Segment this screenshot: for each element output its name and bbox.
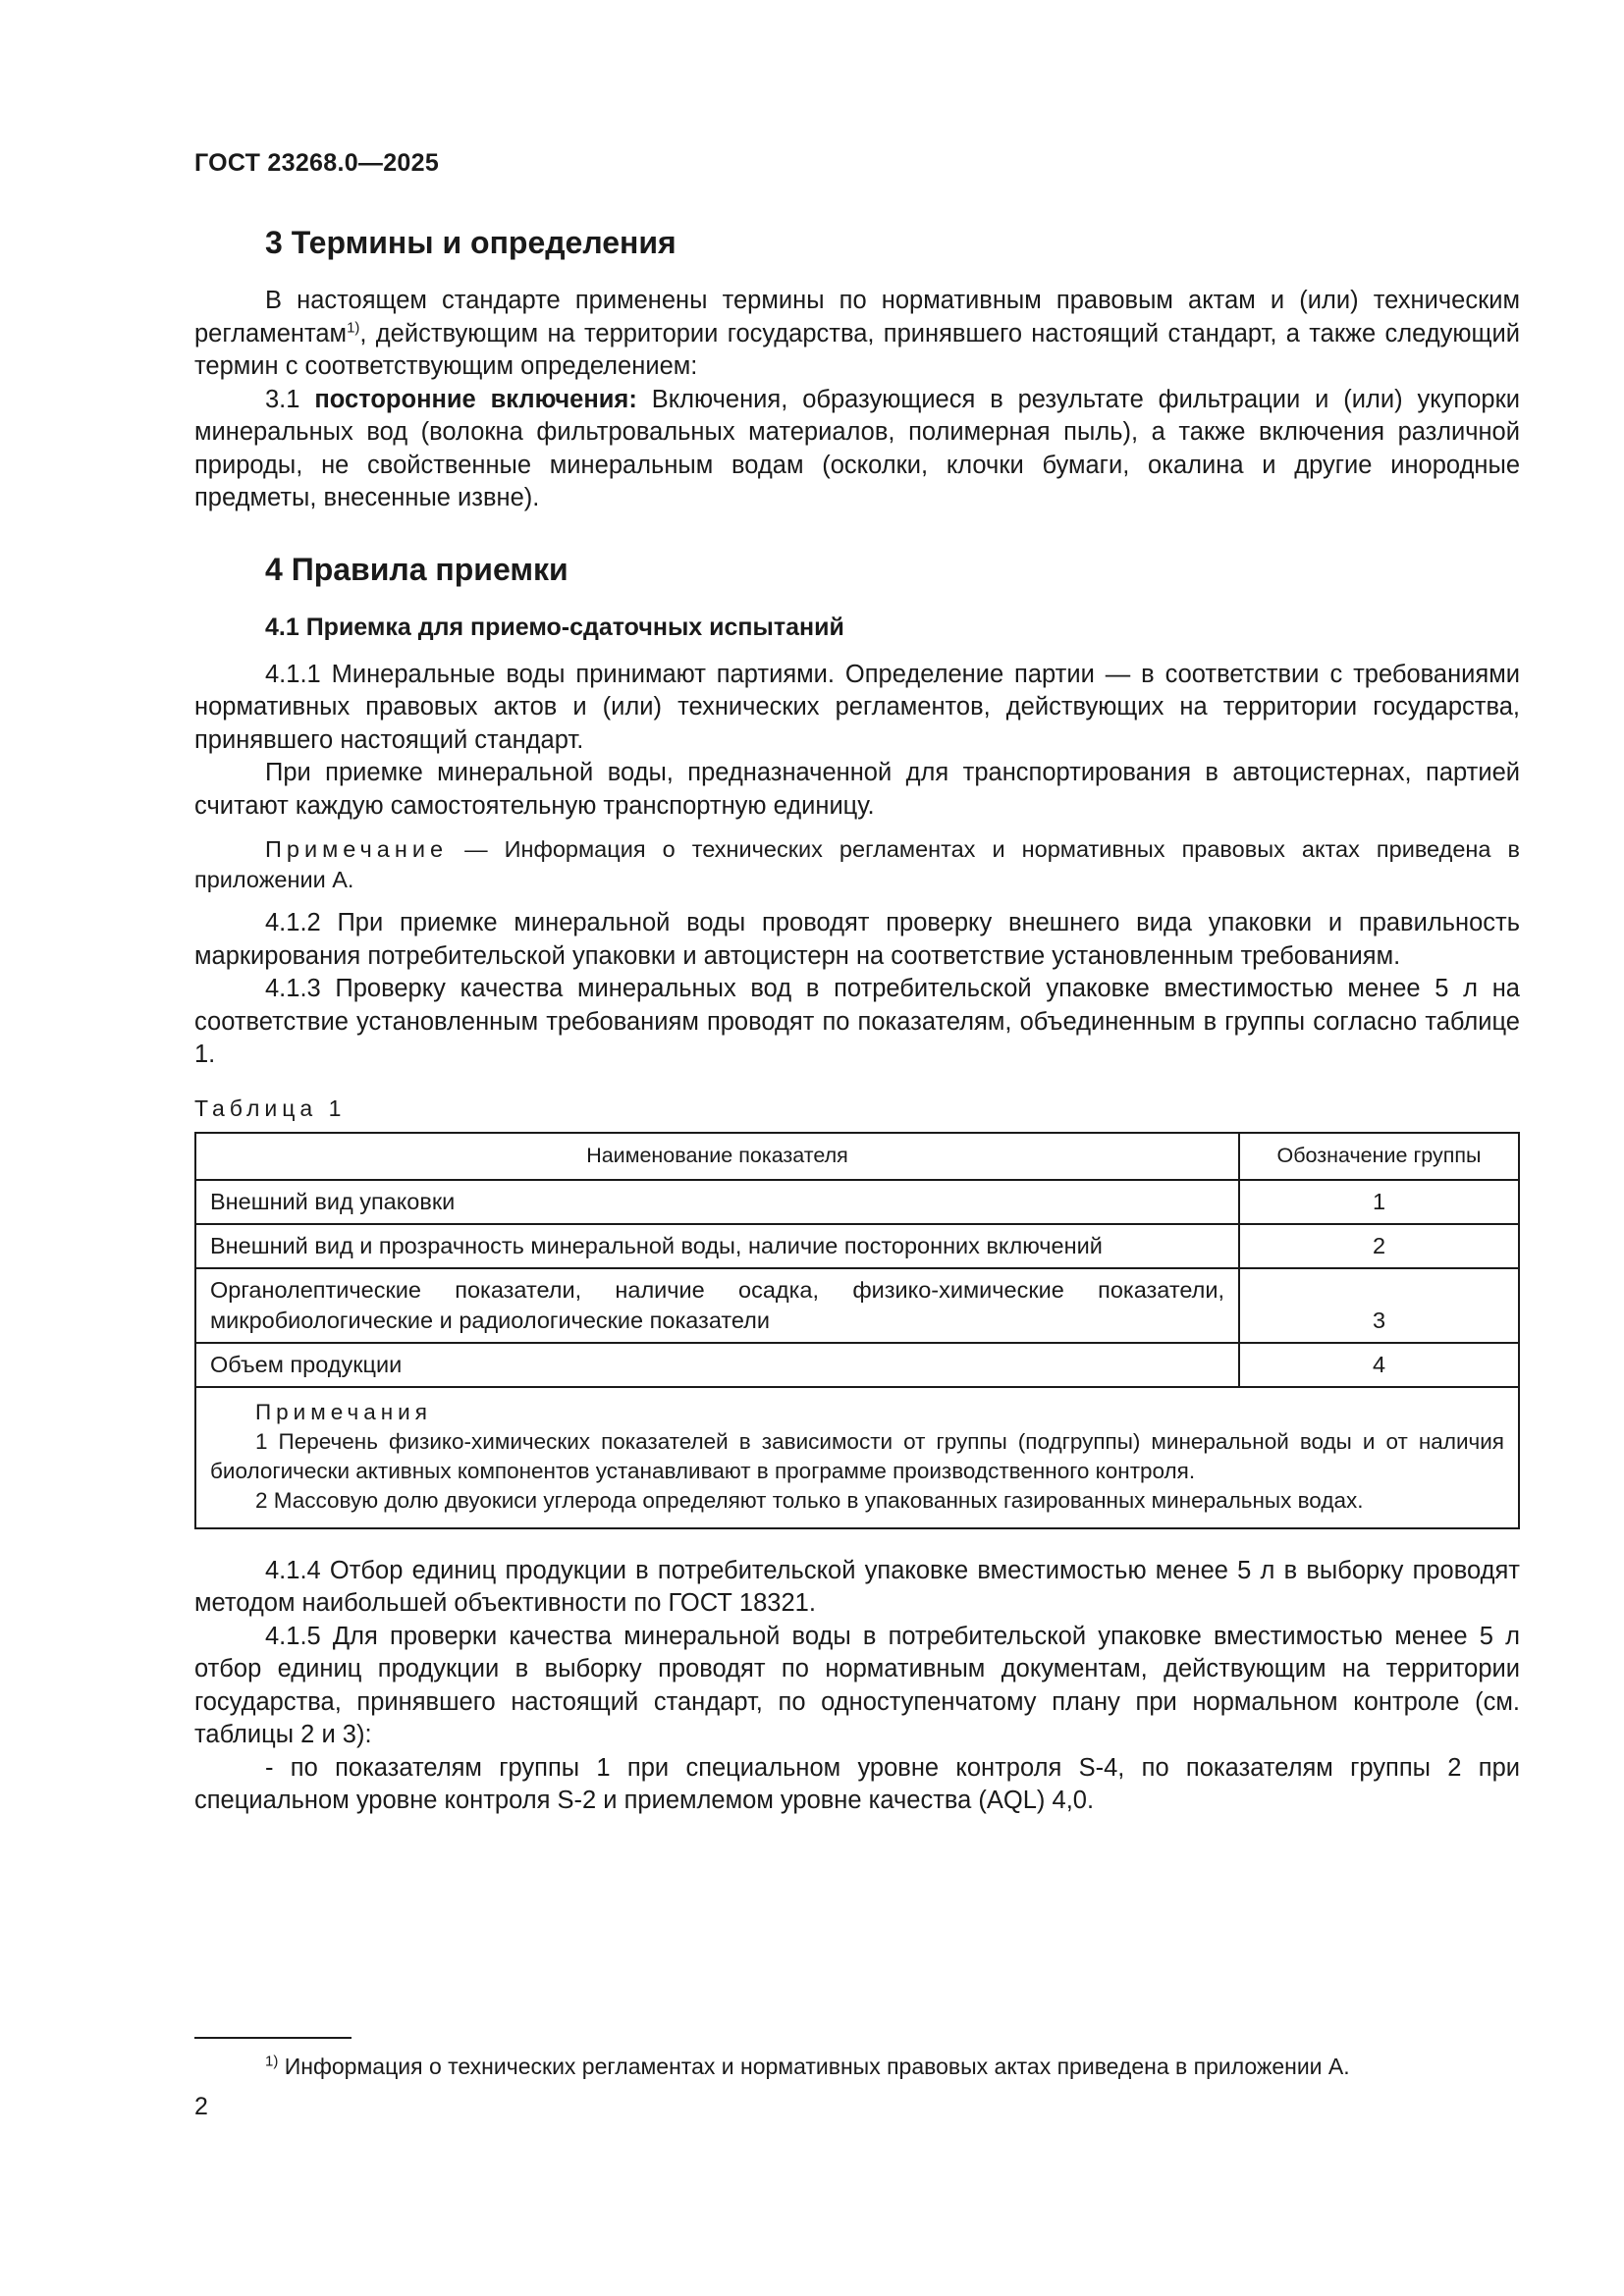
notes-title: Примечания: [255, 1399, 432, 1424]
table-1-caption: Таблица 1: [194, 1095, 347, 1121]
note-4-1-1: [194, 834, 1520, 895]
paragraph-4-1-3: 4.1.3 Проверку качества минеральных вод в потребительской упаковке вместимостью менее 5 л на соответствие установленным требованиям проводят по показателям, объединенным в группы согласно таблице 1.: [194, 975, 1520, 1068]
section-3-title: 3 Термины и определения: [265, 225, 677, 260]
footnote-separator: [194, 2037, 352, 2039]
term-name: посторонние включения:: [314, 385, 637, 413]
page-number: 2: [194, 2093, 208, 2120]
paragraph-4-1-5: 4.1.5 Для проверки качества минеральной воды в потребительской упаковке вместимостью менее 5 л отбор единиц продукции в выборку проводят по нормативным документам, действующим на территории государства, принявшего настоящий стандарт, по одноступенчатому плану при нормальном контроле (см. таблицы 2 и 3):: [194, 1622, 1520, 1748]
section-4-1-title: 4.1 Приемка для приемо-сдаточных испытаний: [265, 613, 844, 641]
group-code: 4: [1239, 1343, 1519, 1387]
table-notes: [195, 1387, 1519, 1528]
paragraph-4-1-1-b: При приемке минеральной воды, предназначенной для транспортирования в автоцистернах, партией считают каждую самостоятельную транспортную единицу.: [194, 759, 1520, 820]
section-4-title: 4 Правила приемки: [265, 551, 568, 587]
column-header-group: Обозначение группы: [1239, 1133, 1519, 1180]
table-note-1: 1 Перечень физико-химических показателей в зависимости от группы (подгруппы) минеральной воды и от наличия биологически активных компонентов устанавливают в программе производственного контроля.: [210, 1428, 1504, 1483]
footnote-ref: 1): [347, 319, 360, 336]
paragraph-4-1-1: 4.1.1 Минеральные воды принимают партиями. Определение партии — в соответствии с требованиями нормативных правовых актов и (или) технических регламентов, действующих на территории государства, принявшего настоящий стандарт.: [194, 660, 1520, 754]
group-code: 1: [1239, 1180, 1519, 1224]
table-notes-row: [195, 1387, 1519, 1528]
table-row: [195, 1343, 1519, 1387]
indicator-name: Внешний вид упаковки: [195, 1180, 1239, 1224]
table-row: [195, 1268, 1519, 1343]
intro-text-part2: , действующим на территории государства, принявшего настоящий стандарт, а также следующий термин с соответствующим определением:: [194, 319, 1520, 380]
group-code: 3: [1239, 1268, 1519, 1343]
table-note-2: 2 Массовую долю двуокиси углерода определяют только в упакованных газированных минеральных водах.: [255, 1487, 1364, 1513]
note-label: Примечание: [265, 836, 449, 862]
indicator-name: Внешний вид и прозрачность минеральной воды, наличие посторонних включений: [195, 1224, 1239, 1268]
group-code: 2: [1239, 1224, 1519, 1268]
page-content: [194, 222, 1520, 1818]
paragraph-4-1-5-item: - по показателям группы 1 при специальном уровне контроля S-4, по показателям группы 2 при специальном уровне контроля S-2 и приемлемом уровне качества (AQL) 4,0.: [194, 1753, 1520, 1814]
table-row: [195, 1224, 1519, 1268]
footnote-marker: 1): [265, 2053, 279, 2070]
term-number: 3.1: [265, 385, 300, 413]
footnote: [265, 2052, 1350, 2081]
table-row: [195, 1180, 1519, 1224]
note-text: — Информация о технических регламентах и нормативных правовых актах приведена в приложении А.: [194, 836, 1520, 892]
section-3-intro: [194, 285, 1520, 384]
intro-text-part1: В настоящем стандарте применены термины по нормативным правовым актам и (или) техническим регламентам: [194, 287, 1520, 347]
column-header-name: Наименование показателя: [195, 1133, 1239, 1180]
indicator-name: Объем продукции: [195, 1343, 1239, 1387]
footnote-text: Информация о технических регламентах и нормативных правовых актах приведена в приложении А.: [278, 2054, 1350, 2079]
table-1: [194, 1132, 1520, 1529]
table-header-row: [195, 1133, 1519, 1180]
term-3-1: [194, 384, 1520, 515]
term-definition: Включения, образующиеся в результате фильтрации и (или) укупорки минеральных вод (волокна фильтровальных материалов, полимерная пыль), а также включения различной природы, не свойственные минеральным водам (осколки, клочки бумаги, окалина и другие инородные предметы, внесенные извне).: [194, 385, 1520, 511]
paragraph-4-1-2: 4.1.2 При приемке минеральной воды проводят проверку внешнего вида упаковки и правильность маркирования потребительской упаковки и автоцистерн на соответствие установленным требованиям.: [194, 909, 1520, 970]
document-id-header: ГОСТ 23268.0—2025: [194, 149, 440, 177]
indicator-name: Органолептические показатели, наличие осадка, физико-химические показатели, микробиологические и радиологические показатели: [195, 1268, 1239, 1343]
paragraph-4-1-4: 4.1.4 Отбор единиц продукции в потребительской упаковке вместимостью менее 5 л в выборку проводят методом наибольшей объективности по ГОСТ 18321.: [194, 1556, 1520, 1617]
